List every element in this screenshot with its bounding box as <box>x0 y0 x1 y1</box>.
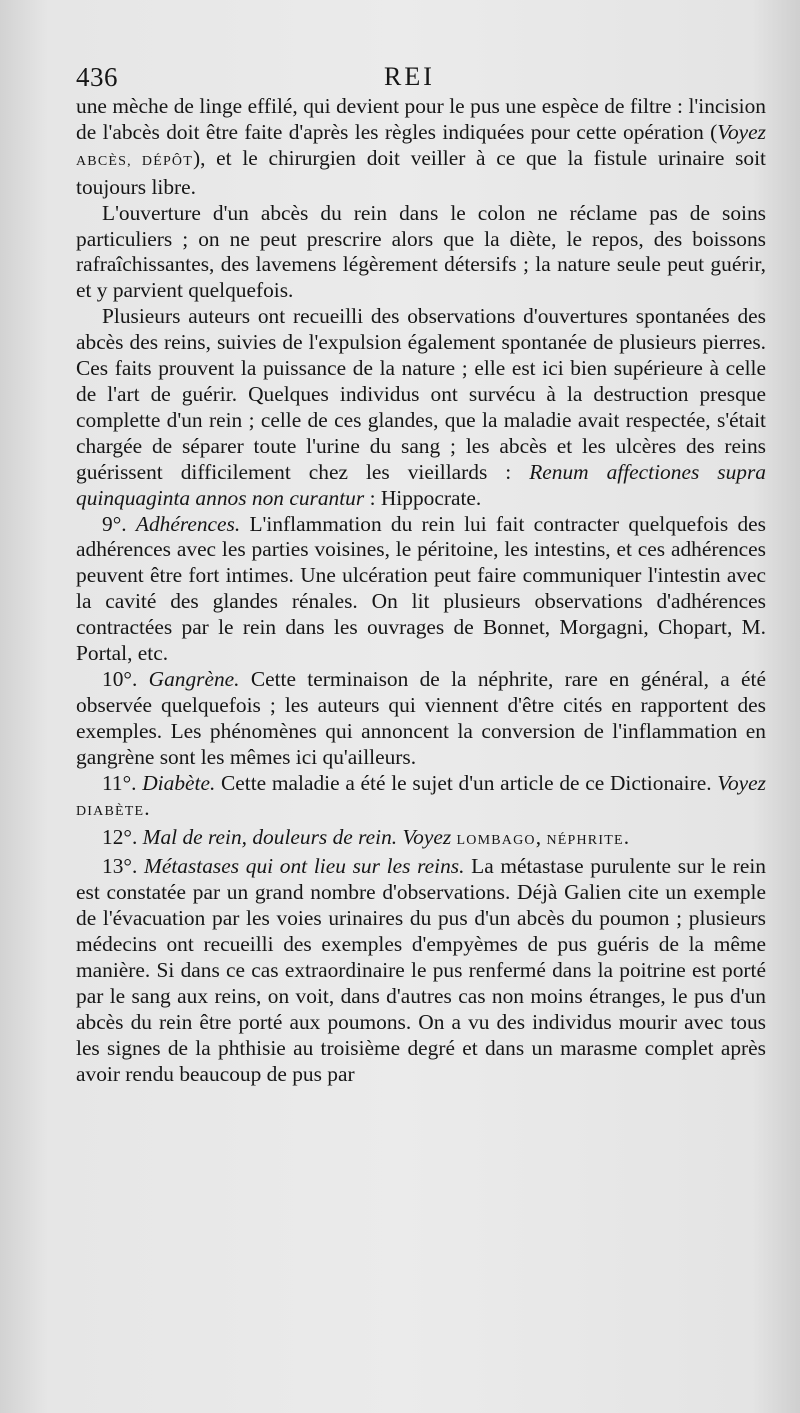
section-mal-de-rein <box>76 825 766 854</box>
body-text <box>76 94 766 1087</box>
paragraph-3-text-a: Plusieurs auteurs ont recueilli des observations d'ouvertures spontanées des abcès des reins, suivies de l'expulsion également spontanée de plusieurs pierres. Ces faits prouvent la puissance de la nature ; elle est ici bien supérieure à celle de l'art de guérir. Quelques individus ont survécu à la destruction presque complette d'un rein ; celle de ces glandes, que la maladie avait respectée, s'était chargée de séparer toute l'urine du sang ; les abcès et les ulcères des reins guérissent difficilement chez les vieillards : <box>76 304 766 484</box>
running-title: REI <box>384 62 435 91</box>
paragraph-3-text-b: : Hippocrate. <box>369 485 482 510</box>
paragraph-3 <box>76 304 766 511</box>
section-title: Adhérences. <box>135 511 241 536</box>
section-gangrene <box>76 667 766 771</box>
section-number: 13°. <box>102 854 138 879</box>
paragraph-1 <box>76 94 766 201</box>
voyez-reference: Voyez <box>717 770 766 795</box>
paragraph-1-text-a: une mèche de linge effilé, qui devient pour le pus une espèce de filtre : l'incision de l'abcès doit être faite d'après les règles indiquées pour cette opération ( <box>76 94 766 144</box>
section-title: Mal de rein, douleurs de rein. <box>142 825 398 850</box>
voyez-reference: Voyez <box>402 825 452 850</box>
section-adherences <box>76 512 766 667</box>
cross-references: ABCÈS, DÉPÔT <box>76 153 193 169</box>
cross-reference: NÉPHRITE <box>546 833 624 849</box>
latin-quotation: Renum affectiones supra quinquaginta annos non curantur <box>76 459 766 510</box>
separator: , <box>535 825 542 850</box>
section-number: 12°. <box>102 825 138 850</box>
section-end: . <box>144 796 150 821</box>
section-diabete <box>76 771 766 826</box>
page-header <box>76 56 766 94</box>
section-body: La métastase purulente sur le rein est constatée par un grand nombre d'observations. Déjà Galien cite un exemple de l'évacuation par les voies urinaires du pus d'un abcès du poumon ; plusieurs médecins ont recueilli des exemples d'empyèmes de pus guéris de la même manière. Si dans ce cas extraordinaire le pus renfermé dans la poitrine est porté par le sang aux reins, on voit, dans d'autres cas non moins étranges, le pus d'un abcès du rein être porté aux poumons. On a vu des individus mourir avec tous les signes de la phthisie au troisième degré et dans un marasme complet après avoir rendu beaucoup de pus par <box>76 854 766 1086</box>
section-title: Gangrène. <box>148 666 240 691</box>
voyez-reference: Voyez <box>717 119 766 144</box>
section-body: Cette terminaison de la néphrite, rare en général, a été observée quelquefois ; les auteurs qui viennent d'être cités en rapportent des exemples. Les phénomènes qui annoncent la conversion de l'inflammation en gangrène sont les mêmes ici qu'ailleurs. <box>76 666 766 769</box>
section-body: L'inflammation du rein lui fait contracter quelquefois des adhérences avec les parties voisines, le péritoine, les intestins, et ces adhérences peuvent être fort intimes. Une ulcération peut faire communiquer l'intestin avec la cavité des glandes rénales. On lit plusieurs observations d'adhérences contractées par le rein dans les ouvrages de Bonnet, Morgagni, Chopart, M. Portal, etc. <box>76 511 766 666</box>
page-number: 436 <box>76 62 118 92</box>
section-end: . <box>623 825 630 850</box>
section-metastases <box>76 854 766 1087</box>
paragraph-2: L'ouverture d'un abcès du rein dans le colon ne réclame pas de soins particuliers ; on ne peut prescrire alors que la diète, le repos, des boissons rafraîchissantes, des lavemens légèrement détersifs ; la nature seule peut guérir, et y parvient quelquefois. <box>76 200 766 303</box>
paragraph-1-text-b: ), et le chirurgien doit veiller à ce que la fistule urinaire soit toujours libre. <box>76 145 766 199</box>
cross-reference: LOMBAGO <box>456 833 536 849</box>
cross-reference: DIABÈTE <box>76 804 145 820</box>
section-title: Métastases qui ont lieu sur les reins. <box>144 854 465 879</box>
section-number: 9°. <box>102 511 127 536</box>
section-body: Cette maladie a été le sujet d'un article de ce Dictionaire. <box>221 770 712 795</box>
section-number: 11°. <box>102 770 137 795</box>
section-title: Diabète. <box>142 770 216 795</box>
section-number: 10°. <box>102 666 138 691</box>
